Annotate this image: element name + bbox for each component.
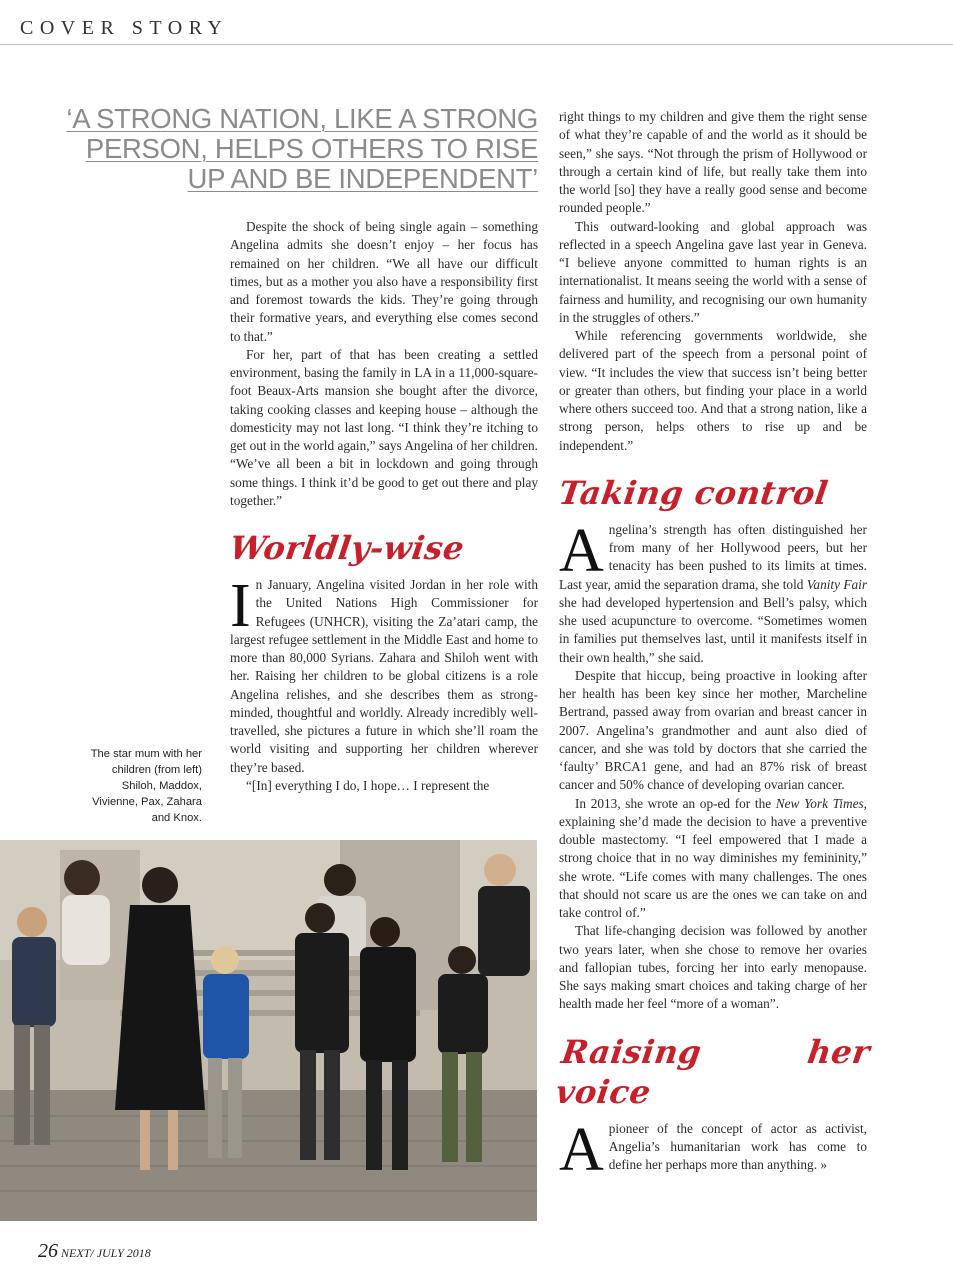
paragraph: In 2013, she wrote an op-ed for the New York Times, explaining she’d made the decision to have a preventive double mastectomy. “I feel empowered that I made a strong choice that in no way diminishes my femininity,” she wrote. “Life comes with many challenges. The ones that should not scare us are the ones we can take on and take control of.”: [559, 795, 867, 920]
pull-quote: ‘A STRONG NATION, LIKE A STRONG PERSON, HELPS OTHERS TO RISE UP AND BE INDEPENDENT’: [66, 103, 538, 194]
page-number: 26: [38, 1240, 58, 1262]
paragraph: Despite the shock of being single again – something Angelina admits she doesn’t enjoy – her focus has remained on her children. “We all have our difficult times, but as a mother you also have a responsibility first and foremost towards the kids. They’re going through their formative years, and everything else comes second to that.”: [230, 219, 538, 344]
subhead-taking-control: Taking control: [556, 473, 831, 512]
subhead-worldly-wise: Worldly-wise: [227, 529, 467, 567]
column-right: [553, 108, 873, 1184]
family-photo: [0, 840, 537, 1221]
photo-caption: The star mum with her children (from left) Shiloh, Maddox, Vivienne, Pax, Zahara and Knox.: [90, 748, 202, 824]
paragraph: A pioneer of the concept of actor as activist, Angelia’s humanitarian work has come to define her perhaps more than anything. »: [559, 1115, 867, 1184]
dropcap: I: [230, 572, 251, 640]
paragraph: That life-changing decision was followed by another two years later, when she chose to remove her ovaries and fallopian tubes, forcing her into early menopause. She says making smart choices and taking charge of her health made her feel “more of a woman”.: [559, 923, 867, 1012]
paragraph: Angelina’s strength has often distinguished her from many of her Hollywood peers, but her tenacity has been pushed to its limits at times. Last year, amid the separation drama, she told Vanity Fair she had developed hypertension and Bell’s palsy, which she used acupuncture to overcome. “Sometimes women in families put themselves last, until it manifests itself in their own health,” she said.: [559, 516, 868, 665]
page-footer: 26 NEXT/ JULY 2018: [38, 1240, 151, 1262]
paragraph: right things to my children and give them the right sense of what they’re capable of and the world as it should be seen,” she says. “Not through the prism of Hollywood or through a certain kind of life, but really take them into the world [so] they have a really good sense and become rounded people.”: [559, 109, 867, 216]
paragraph: For her, part of that has been creating a settled environment, basing the family in LA in a 11,000-square-foot Beaux-Arts mansion she bought after the divorce, taking cooking classes and keeping house – although the domesticity may not last long. “I think they’re itching to get out in the world again,” says Angelina of her children. “We’ve all been a bit in lockdown and going through some things. I think it’d be good to get out there and play together.”: [230, 346, 538, 508]
issue-date: JULY 2018: [96, 1246, 151, 1260]
section-header: COVER STORY: [20, 17, 229, 39]
paragraph: Despite that hiccup, being proactive in looking after her health has been key since her mother, Marcheline Bertrand, passed away from ovarian and breast cancer in 2007. Angelina’s grandmother and aunt also died of cancer, and she was told by doctors that she carried the ‘faulty’ BRCA1 gene, and had an 87% risk of breast cancer and 50% chance of developing ovarian cancer.: [559, 667, 867, 793]
paragraph: “[In] everything I do, I hope… I represent the: [246, 777, 490, 793]
paragraph: While referencing governments worldwide, she delivered part of the speech from a personal point of view. “It includes the view that success isn’t being better or greater than others, but finding your place in a world where others succeed too. And that a strong nation, like a strong person, helps others to rise up and be independent.”: [559, 328, 867, 453]
column-left: [227, 218, 538, 795]
header-rule: [0, 44, 953, 45]
dropcap: A: [559, 516, 604, 585]
paragraph: In January, Angelina visited Jordan in her role with the United Nations High Commissioner for Refugees (UNHCR), visiting the Za’atari camp, the largest refugee settlement in the Middle East and home to more than 80,000 Syrians. Zahara and Shiloh went with her. Raising her children to be global citizens is a role Angelina relishes, and she describes them as strong-minded, thoughtful and worldly. Already incredibly well-travelled, she pictures a future in which she’ll roam the world visiting and supporting her children wherever they’re based.: [230, 572, 538, 775]
subhead-raising-her-voice: Raising her voice: [553, 1032, 873, 1111]
magazine-name: NEXT: [61, 1246, 91, 1260]
paragraph: This outward-looking and global approach was reflected in a speech Angelina gave last year in Geneva. “I believe anyone committed to human rights is an internationalist. It means seeing the world with a sense of fairness and humility, and recognising our own humanity in the struggles of others.”: [559, 218, 867, 325]
dropcap: A: [559, 1115, 604, 1184]
